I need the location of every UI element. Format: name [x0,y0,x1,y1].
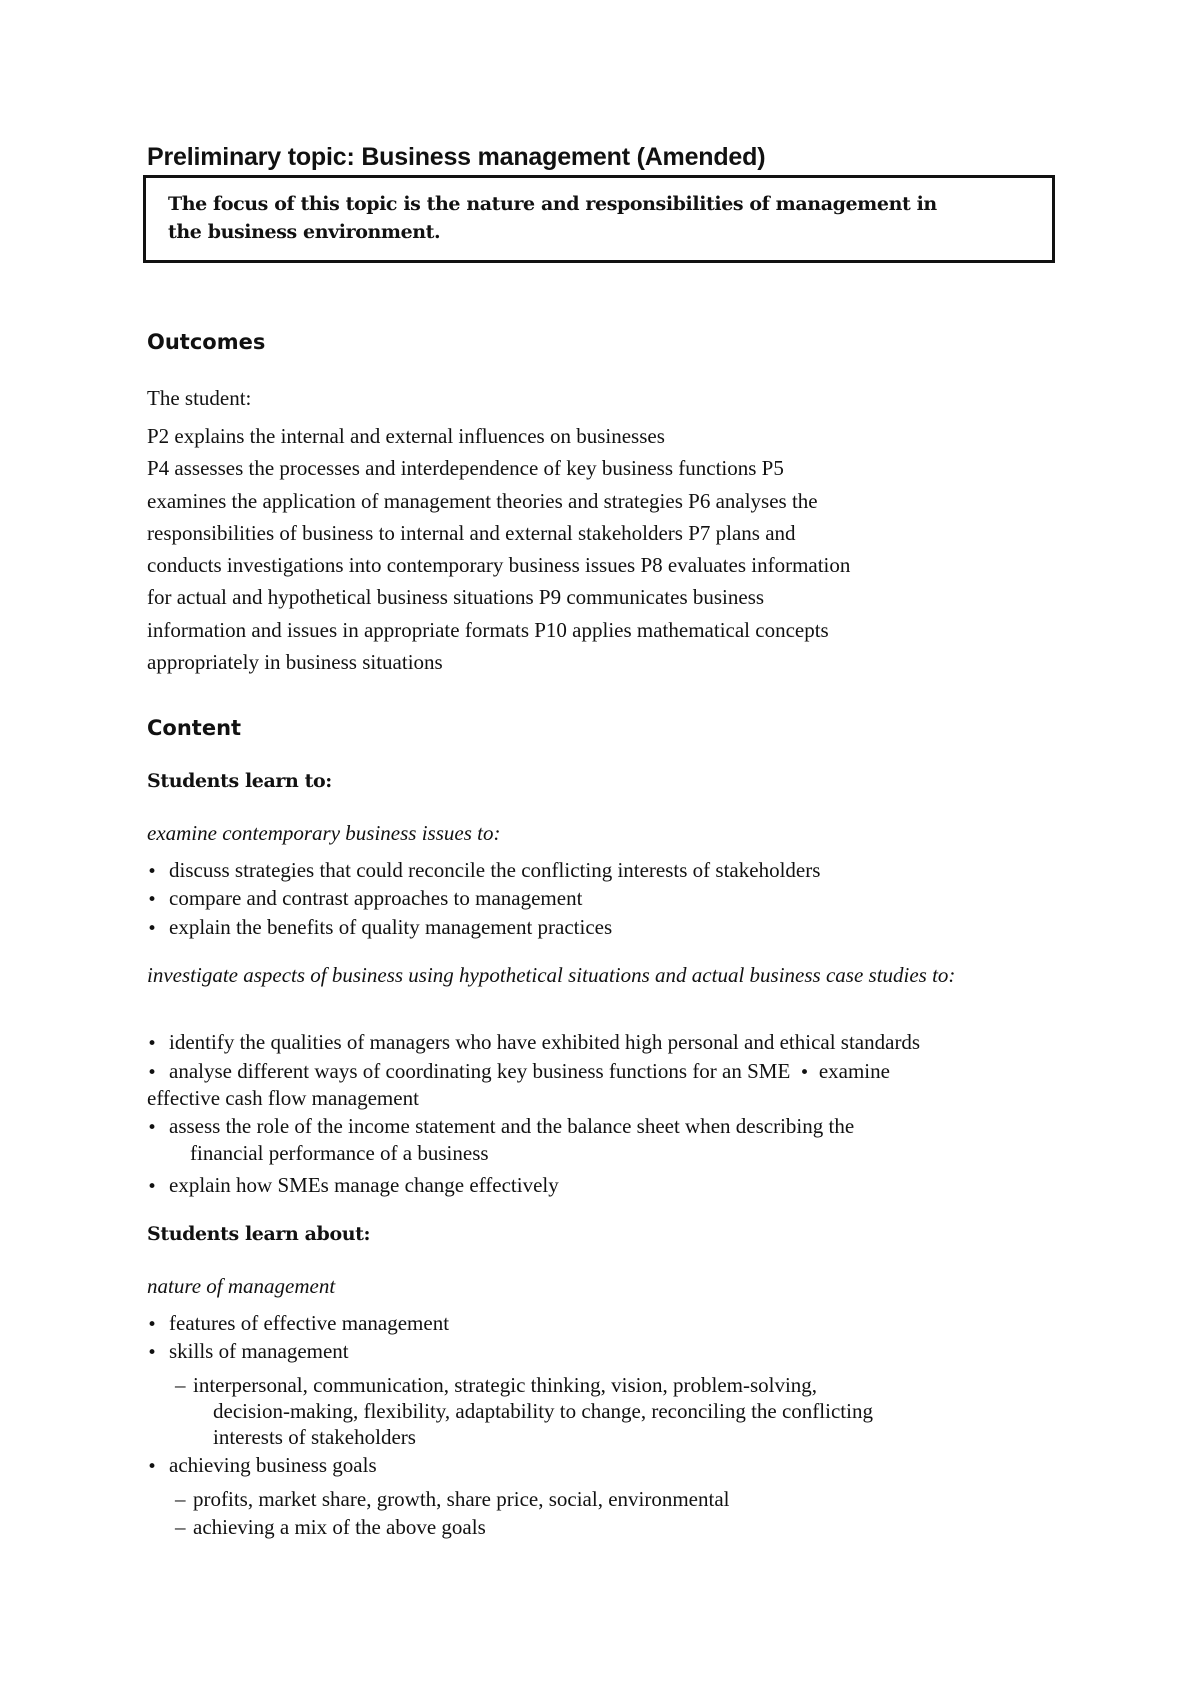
list-item-text: analyse different ways of coordinating key business functions for an SME [169,1059,791,1083]
bullet-icon: • [147,890,158,910]
focus-line: the business environment. [168,221,441,243]
list-item-text: identify the qualities of managers who have exhibited high personal and ethical standards [169,1030,921,1054]
list-item [147,857,820,886]
outcome-line: for actual and hypothetical business situations P9 communicates business [147,585,765,610]
outcome-line: P2 explains the internal and external influences on businesses [147,424,665,448]
dash-icon: – [175,1515,186,1539]
focus-line: The focus of this topic is the nature and responsibilities of management in [168,193,937,215]
list-item-text: skills of management [169,1339,349,1363]
outcomes-intro: The student: [147,386,252,410]
list-item-continuation: financial performance of a business [190,1141,489,1165]
outcome-line: P4 assesses the processes and interdependence of key business functions P5 [147,456,784,481]
list-item-text: explain the benefits of quality management practices [169,915,613,939]
outcome-line: examines the application of management theories and strategies P6 analyses the [147,488,818,513]
list-item [147,1310,449,1339]
sub-list-item-text: profits, market share, growth, share price, social, environmental [193,1487,730,1511]
list-item-text: discuss strategies that could reconcile the conflicting interests of stakeholders [169,858,821,882]
bullet-icon: • [147,1457,158,1477]
list-item-text: features of effective management [169,1311,450,1335]
topic-heading: investigate aspects of business using hypothetical situations and actual business case studies to: [147,963,956,987]
focus-statement [168,190,1008,246]
bullet-icon: • [147,1315,158,1335]
dash-icon: – [175,1487,186,1511]
list-item-text: achieving business goals [169,1453,377,1477]
list-item-text: explain how SMEs manage change effectively [169,1173,559,1197]
bullet-icon: • [147,1034,158,1054]
students-learn-to-label: Students learn to: [147,770,332,792]
list-item-text: examine [818,1059,890,1083]
sub-list-item-continuation: decision-making, flexibility, adaptability to change, reconciling the conflicting [213,1399,873,1423]
outcome-line: conducts investigations into contemporary business issues P8 evaluates information [147,553,851,578]
bullet-icon: • [799,1063,810,1083]
outcome-line: responsibilities of business to internal and external stakeholders P7 plans and [147,520,796,545]
list-item [147,914,612,943]
list-item-continuation: effective cash flow management [147,1086,419,1110]
outcome-line: appropriately in business situations [147,650,443,675]
bullet-icon: • [147,1063,158,1083]
list-item [147,1338,349,1367]
list-item [147,1452,377,1481]
outcome-line: information and issues in appropriate formats P10 applies mathematical concepts [147,617,829,642]
outcomes-list [147,420,1007,678]
bullet-icon: • [147,1118,158,1138]
bullet-icon: • [147,919,158,939]
bullet-icon: • [147,1343,158,1363]
page-title: Preliminary topic: Business management (Amended) [147,143,766,171]
list-item [147,1113,854,1142]
bullet-icon: • [147,1177,158,1197]
list-item [147,885,582,914]
list-item-text: assess the role of the income statement and the balance sheet when describing the [169,1114,855,1138]
focus-statement-box [143,175,1055,263]
topic-heading: examine contemporary business issues to: [147,821,501,845]
sub-list-item [175,1486,729,1513]
list-item-text: compare and contrast approaches to management [169,886,583,910]
sub-list-item [175,1514,486,1541]
sub-list-item-continuation: interests of stakeholders [213,1425,416,1449]
content-heading: Content [147,716,242,740]
list-item [147,1058,890,1087]
dash-icon: – [175,1373,186,1397]
topic-heading: nature of management [147,1274,336,1298]
bullet-icon: • [147,862,158,882]
sub-list-item-text: interpersonal, communication, strategic thinking, vision, problem-solving, [193,1373,818,1397]
outcomes-heading: Outcomes [147,330,266,354]
list-item [147,1029,920,1058]
students-learn-about-label: Students learn about: [147,1223,371,1245]
sub-list-item [175,1372,817,1399]
sub-list-item-text: achieving a mix of the above goals [193,1515,486,1539]
list-item [147,1172,559,1201]
